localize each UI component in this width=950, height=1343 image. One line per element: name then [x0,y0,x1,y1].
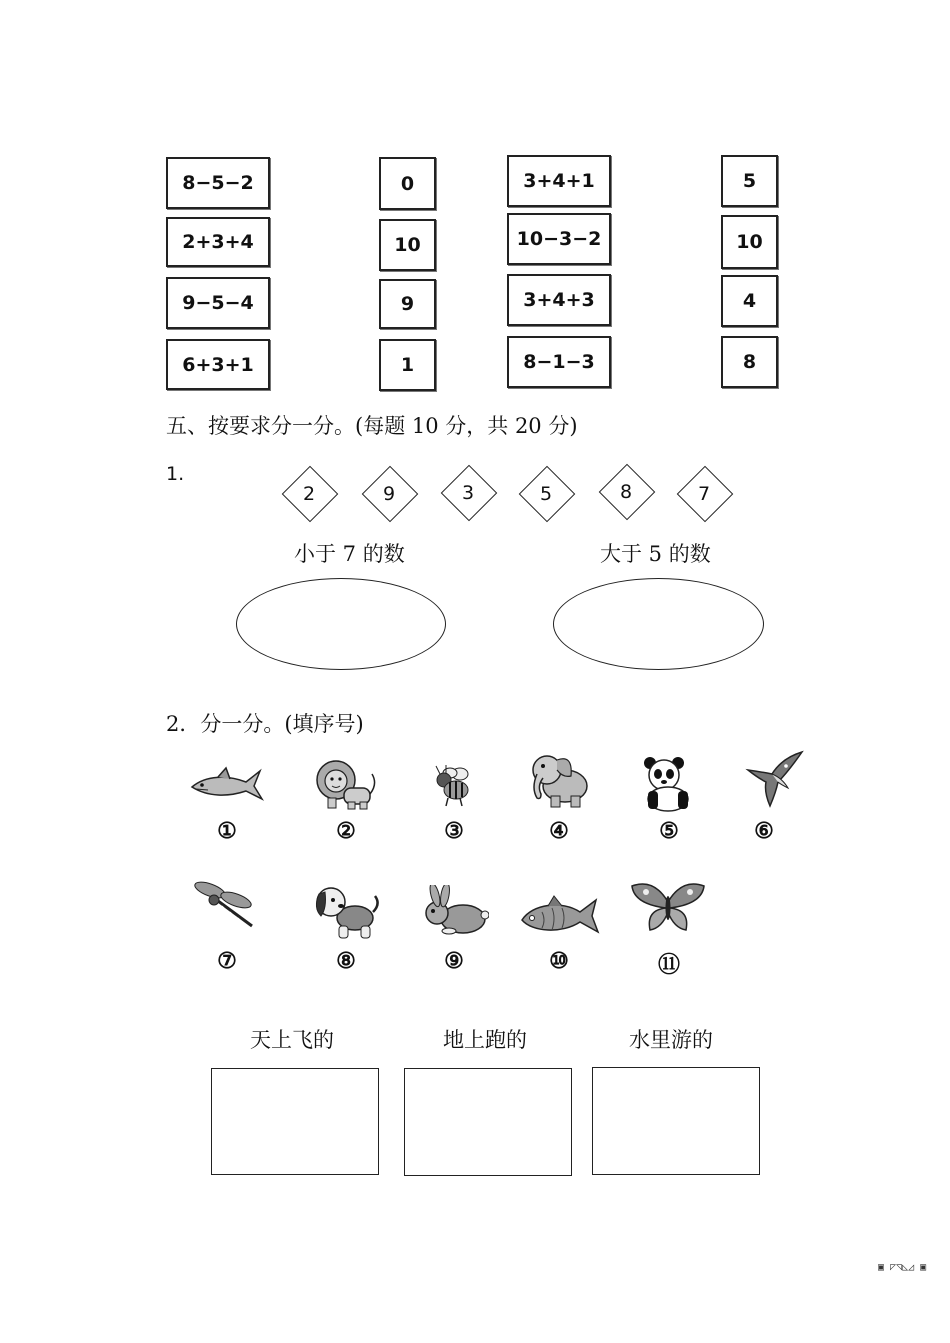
animal-label-11: ⑪ [657,952,680,978]
answer-box-water[interactable] [592,1067,760,1175]
number-box-c4-r1: 5 [721,155,778,207]
question-2-title: 2．分一分。(填序号) [166,712,364,736]
dragonfly-icon [192,878,262,934]
panda-icon [638,755,696,813]
dog-icon [311,880,381,942]
less-than-7-label: 小于 7 的数 [294,542,405,566]
answer-box-sky[interactable] [211,1068,379,1175]
diamond-number-5: 8 [619,481,633,503]
number-box-c2-r3: 9 [379,279,436,329]
section-heading: 五、按要求分一分。(每题 10 分，共 20 分) [166,414,578,438]
animal-label-10: ⑩ [549,948,569,974]
animal-label-4: ④ [549,818,569,844]
diamond-number-2: 9 [382,483,396,505]
diamond-number-6: 7 [697,483,711,505]
footer-mark: ▣ ◸◹◺◿ ▣ [878,1262,927,1273]
lion-icon [314,758,378,812]
category-land-label: 地上跑的 [443,1028,527,1052]
expr-box-c1-r2: 2+3+4 [166,217,270,267]
number-box-c2-r1: 0 [379,157,436,210]
number-box-c4-r4: 8 [721,336,778,388]
fish-icon [518,892,600,938]
animal-label-1: ① [217,818,237,844]
category-sky-label: 天上飞的 [250,1028,334,1052]
animal-label-9: ⑨ [444,948,464,974]
diamond-number-1: 2 [302,483,316,505]
answer-box-land[interactable] [404,1068,572,1176]
number-box-c4-r2: 10 [721,215,778,269]
animal-label-2: ② [336,818,356,844]
bee-icon [430,762,478,808]
animal-label-3: ③ [444,818,464,844]
number-box-c2-r2: 10 [379,219,436,271]
expr-box-c1-r3: 9−5−4 [166,277,270,329]
animal-label-7: ⑦ [217,948,237,974]
animal-label-6: ⑥ [754,818,774,844]
diamond-number-3: 3 [461,482,475,504]
category-water-label: 水里游的 [629,1028,713,1052]
expr-box-c3-r2: 10−3−2 [507,213,611,265]
number-box-c4-r3: 4 [721,275,778,327]
answer-oval-left[interactable] [236,578,446,670]
expr-box-c3-r3: 3+4+3 [507,274,611,326]
answer-oval-right[interactable] [553,578,764,670]
greater-than-5-label: 大于 5 的数 [600,542,711,566]
animal-label-5: ⑤ [659,818,679,844]
number-box-c2-r4: 1 [379,339,436,391]
diamond-number-4: 5 [539,483,553,505]
expr-box-c1-r4: 6+3+1 [166,339,270,390]
expr-box-c3-r4: 8−1−3 [507,336,611,388]
butterfly-icon [628,878,708,936]
swallow-icon [742,748,808,810]
question-1-number: 1. [166,463,185,485]
shark-icon [188,765,266,807]
elephant-icon [527,748,591,810]
rabbit-icon [419,885,489,937]
expr-box-c3-r1: 3+4+1 [507,155,611,207]
expr-box-c1-r1: 8−5−2 [166,157,270,209]
animal-label-8: ⑧ [336,948,356,974]
